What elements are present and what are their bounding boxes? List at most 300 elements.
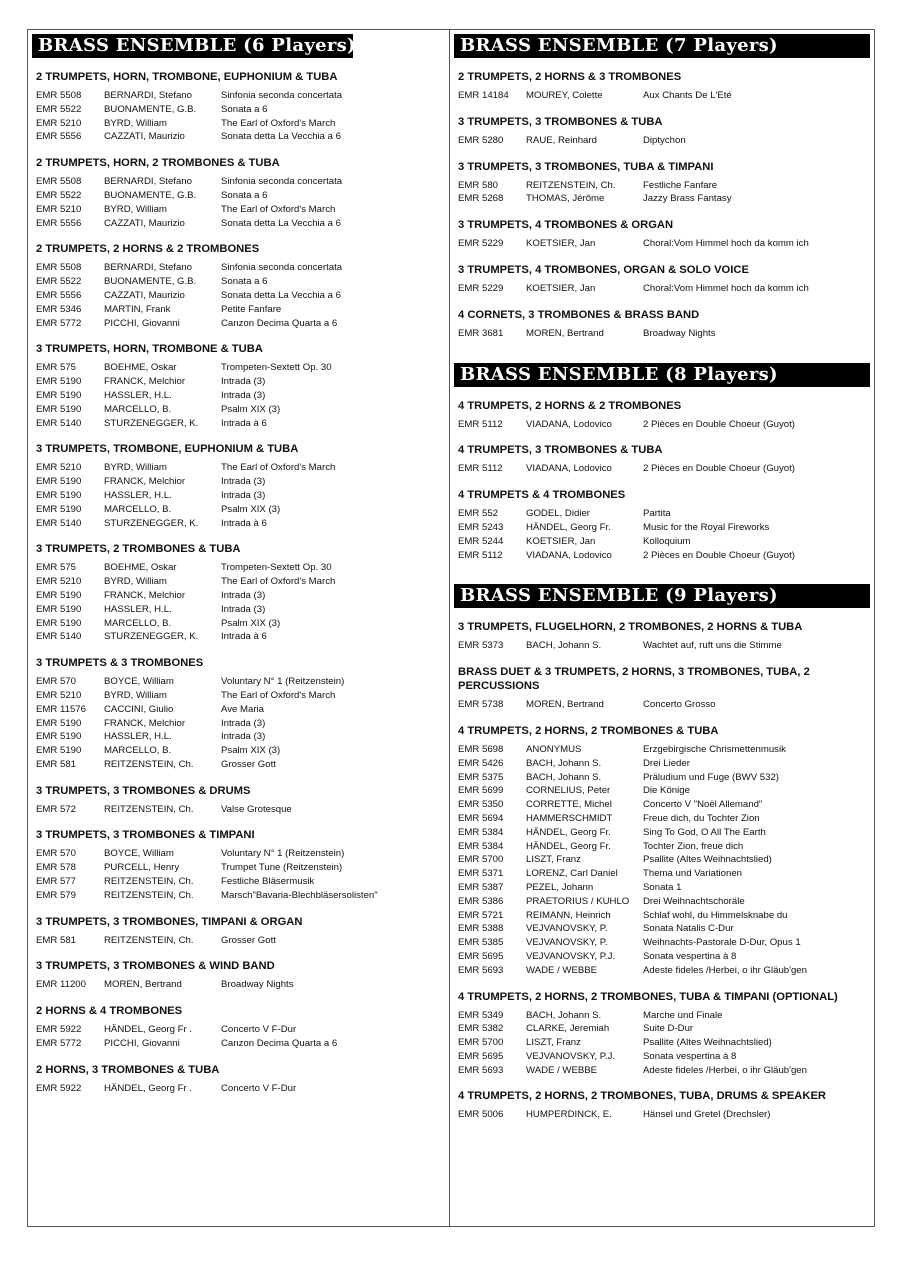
catalog-entry [36, 744, 443, 758]
work-title: Sinfonia seconda concertata [221, 176, 343, 188]
catalog-entry [458, 757, 868, 771]
catalog-number: EMR 5700 [458, 854, 504, 866]
group-heading: 3 TRUMPETS, HORN, TROMBONE & TUBA [36, 343, 263, 356]
composer: BYRD, William [104, 689, 167, 701]
catalog-number: EMR 5508 [36, 90, 82, 101]
catalog-entry [458, 192, 868, 206]
catalog-number: EMR 5190 [36, 617, 82, 629]
catalog-number: EMR 5384 [458, 826, 504, 838]
catalog-number: EMR 5210 [36, 576, 82, 588]
catalog-number: EMR 5210 [36, 203, 82, 215]
section-brass-ensemble-9-players [450, 584, 874, 1122]
composer: CAZZATI, Maurizio [104, 289, 185, 301]
work-title: Valse Grotesque [221, 803, 292, 815]
catalog-entry [36, 803, 443, 817]
composer: CAZZATI, Maurizio [104, 217, 185, 229]
work-title: Intrada (3) [221, 603, 266, 615]
work-title: Canzon Decima Quarta a 6 [221, 1038, 338, 1050]
instrumentation-group [36, 828, 443, 902]
catalog-entry [458, 521, 868, 535]
catalog-entry [36, 289, 443, 303]
catalog-number: EMR 5699 [458, 785, 504, 797]
instrumentation-group [36, 342, 443, 430]
composer: BUONAMENTE, G.B. [104, 189, 197, 201]
work-title: The Earl of Oxford's March [221, 576, 336, 588]
catalog-entry [458, 771, 868, 785]
work-title: Psalm XIX (3) [221, 503, 281, 515]
work-title: Intrada (3) [221, 731, 266, 743]
composer: MOREN, Bertrand [526, 327, 604, 339]
catalog-number: EMR 5695 [458, 950, 504, 962]
catalog-page [27, 29, 875, 1227]
work-title: Choral:Vom Himmel hoch da komm ich [643, 238, 809, 250]
catalog-number: EMR 5772 [36, 1038, 82, 1050]
catalog-entry [36, 978, 443, 992]
instrumentation-group [458, 263, 868, 296]
catalog-number: EMR 14184 [458, 90, 509, 101]
catalog-entry [458, 418, 868, 432]
catalog-number: EMR 5190 [36, 376, 82, 388]
catalog-entry [36, 103, 443, 117]
catalog-entry [36, 317, 443, 331]
group-heading: 4 TRUMPETS & 4 TROMBONES [458, 489, 626, 502]
catalog-number: EMR 572 [36, 803, 76, 815]
work-title: Intrada (3) [221, 717, 266, 729]
catalog-entry [458, 698, 868, 712]
instrumentation-group [458, 990, 868, 1078]
work-title: Thema und Variationen [643, 868, 743, 880]
catalog-entry [36, 730, 443, 744]
composer: STURZENEGGER, K. [104, 417, 199, 429]
composer: BACH, Johann S. [526, 640, 602, 652]
instrumentation-group [36, 784, 443, 817]
group-heading: 2 HORNS & 4 TROMBONES [36, 1005, 183, 1018]
composer: MARCELLO, B. [104, 403, 172, 415]
work-title: Drei Lieder [643, 757, 690, 769]
catalog-number: EMR 5382 [458, 1023, 504, 1035]
work-title: Jazzy Brass Fantasy [643, 193, 732, 205]
catalog-entry [458, 784, 868, 798]
catalog-number: EMR 5373 [458, 640, 504, 652]
catalog-number: EMR 5140 [36, 417, 82, 429]
work-title: Marche und Finale [643, 1009, 723, 1021]
composer: MARTIN, Frank [104, 303, 171, 315]
catalog-number: EMR 5190 [36, 489, 82, 501]
composer: KOETSIER, Jan [526, 238, 596, 250]
composer: BERNARDI, Stefano [104, 90, 192, 101]
work-title: Voluntary N° 1 (Reitzenstein) [221, 848, 345, 860]
catalog-entry [36, 89, 443, 103]
composer: LISZT, Franz [526, 1037, 581, 1049]
composer: BOEHME, Oskar [104, 362, 177, 374]
group-heading: 3 TRUMPETS, 3 TROMBONES & TIMPANI [36, 829, 255, 842]
catalog-entry [458, 535, 868, 549]
composer: HAMMERSCHMIDT [526, 812, 613, 824]
work-title: Präludium und Fuge (BWV 532) [643, 771, 779, 783]
work-title: Psalm XIX (3) [221, 745, 281, 757]
composer: THOMAS, Jérôme [526, 193, 605, 205]
catalog-entry [458, 881, 868, 895]
composer: VIADANA, Lodovico [526, 463, 612, 475]
composer: BYRD, William [104, 462, 167, 474]
composer: FRANCK, Melchior [104, 589, 186, 601]
catalog-entry [458, 1050, 868, 1064]
composer: CORRETTE, Michel [526, 799, 612, 811]
catalog-number: EMR 5210 [36, 117, 82, 129]
catalog-number: EMR 5693 [458, 1064, 504, 1076]
work-title: Kolloquium [643, 535, 691, 547]
instrumentation-group [36, 1063, 443, 1096]
catalog-entry [36, 475, 443, 489]
catalog-entry [36, 758, 443, 772]
catalog-entry [458, 327, 868, 341]
composer: FRANCK, Melchior [104, 717, 186, 729]
work-title: Psallite (Altes Weihnachtslied) [643, 1037, 772, 1049]
composer: STURZENEGGER, K. [104, 631, 199, 643]
instrumentation-group [458, 308, 868, 341]
catalog-entry [36, 1082, 443, 1096]
instrumentation-group [458, 443, 868, 476]
work-title: Grosser Gott [221, 758, 276, 770]
work-title: Psalm XIX (3) [221, 617, 281, 629]
catalog-number: EMR 552 [458, 508, 498, 520]
catalog-entry [36, 417, 443, 431]
work-title: Psallite (Altes Weihnachtslied) [643, 854, 772, 866]
catalog-entry [36, 875, 443, 889]
composer: WADE / WEBBE [526, 1064, 598, 1076]
catalog-number: EMR 5190 [36, 403, 82, 415]
composer: KOETSIER, Jan [526, 535, 596, 547]
catalog-number: EMR 5922 [36, 1082, 82, 1094]
group-heading: 3 TRUMPETS, 3 TROMBONES, TUBA & TIMPANI [458, 160, 714, 173]
work-title: Hänsel und Gretel (Drechsler) [643, 1109, 771, 1121]
catalog-number: EMR 5556 [36, 217, 82, 229]
composer: HÄNDEL, Georg Fr . [104, 1024, 192, 1036]
composer: KOETSIER, Jan [526, 282, 596, 294]
work-title: Intrada (3) [221, 589, 266, 601]
catalog-number: EMR 578 [36, 862, 76, 874]
catalog-entry [458, 282, 868, 296]
work-title: Sinfonia seconda concertata [221, 262, 343, 274]
work-title: Sonata a 6 [221, 103, 268, 115]
work-title: Festliche Bläsermusik [221, 876, 315, 888]
composer: BACH, Johann S. [526, 757, 602, 769]
catalog-entry [458, 1064, 868, 1078]
composer: MARCELLO, B. [104, 617, 172, 629]
composer: BERNARDI, Stefano [104, 262, 192, 274]
composer: HASSLER, H.L. [104, 731, 172, 743]
group-heading: 4 TRUMPETS, 2 HORNS & 2 TROMBONES [458, 399, 682, 412]
catalog-entry [458, 1022, 868, 1036]
composer: HASSLER, H.L. [104, 389, 172, 401]
composer: BOYCE, William [104, 676, 174, 688]
catalog-entry [458, 237, 868, 251]
composer: RAUE, Reinhard [526, 134, 597, 146]
composer: HASSLER, H.L. [104, 489, 172, 501]
catalog-entry [458, 462, 868, 476]
composer: ANONYMUS [526, 743, 582, 755]
section-brass-ensemble-6-players [28, 34, 449, 1096]
work-title: Sonata vespertina à 8 [643, 950, 737, 962]
catalog-entry [458, 179, 868, 193]
catalog-entry [458, 549, 868, 563]
catalog-number: EMR 581 [36, 758, 76, 770]
composer: REITZENSTEIN, Ch. [104, 934, 194, 946]
catalog-entry [36, 130, 443, 144]
composer: FRANCK, Melchior [104, 476, 186, 488]
work-title: Intrada (3) [221, 389, 266, 401]
instrumentation-group [36, 656, 443, 772]
work-title: Freue dich, du Tochter Zion [643, 812, 760, 824]
work-title: The Earl of Oxford's March [221, 462, 336, 474]
catalog-entry [36, 503, 443, 517]
group-heading: 4 TRUMPETS, 2 HORNS, 2 TROMBONES, TUBA & TIMPANI (OPTIONAL) [458, 990, 838, 1003]
catalog-entry [458, 1036, 868, 1050]
work-title: Trumpet Tune (Reitzenstein) [221, 862, 343, 874]
work-title: Festliche Fanfare [643, 179, 718, 191]
instrumentation-group [458, 620, 868, 653]
work-title: Concerto V F-Dur [221, 1024, 297, 1036]
section-brass-ensemble-7-players [450, 34, 874, 341]
composer: CLARKE, Jeremiah [526, 1023, 610, 1035]
group-heading: 3 TRUMPETS & 3 TROMBONES [36, 657, 204, 670]
catalog-number: EMR 5386 [458, 895, 504, 907]
work-title: Canzon Decima Quarta a 6 [221, 317, 338, 329]
composer: PRAETORIUS / KUHLO [526, 895, 630, 907]
catalog-number: EMR 5694 [458, 812, 504, 824]
work-title: Choral:Vom Himmel hoch da komm ich [643, 282, 809, 294]
composer: PICCHI, Giovanni [104, 317, 180, 329]
composer: HÄNDEL, Georg Fr . [104, 1082, 192, 1094]
composer: VEJVANOVSKY, P.J. [526, 1050, 616, 1062]
work-title: Adeste fideles /Herbei, o ihr Gläub'gen [643, 964, 807, 976]
catalog-entry [36, 934, 443, 948]
instrumentation-group [458, 488, 868, 562]
catalog-entry [36, 189, 443, 203]
catalog-entry [36, 617, 443, 631]
catalog-number: EMR 5508 [36, 176, 82, 188]
group-heading: 3 TRUMPETS, 3 TROMBONES & TUBA [458, 115, 663, 128]
composer: PEZEL, Johann [526, 881, 594, 893]
catalog-number: EMR 577 [36, 876, 76, 888]
catalog-number: EMR 580 [458, 179, 498, 191]
catalog-entry [36, 630, 443, 644]
work-title: Aux Chants De L'Eté [643, 90, 732, 101]
instrumentation-group [458, 665, 868, 712]
work-title: Erzgebirgische Chrismettenmusik [643, 743, 786, 755]
work-title: Intrada (3) [221, 376, 266, 388]
catalog-entry [36, 375, 443, 389]
composer: LORENZ, Carl Daniel [526, 868, 618, 880]
catalog-number: EMR 5522 [36, 189, 82, 201]
group-heading: 3 TRUMPETS, TROMBONE, EUPHONIUM & TUBA [36, 443, 299, 456]
catalog-entry [458, 507, 868, 521]
group-heading: 3 TRUMPETS, 3 TROMBONES, TIMPANI & ORGAN [36, 915, 303, 928]
catalog-number: EMR 575 [36, 562, 76, 574]
work-title: Psalm XIX (3) [221, 403, 281, 415]
catalog-entry [458, 867, 868, 881]
work-title: Music for the Royal Fireworks [643, 521, 770, 533]
catalog-number: EMR 5268 [458, 193, 504, 205]
catalog-number: EMR 5387 [458, 881, 504, 893]
composer: REIMANN, Heinrich [526, 909, 611, 921]
group-heading: 4 CORNETS, 3 TROMBONES & BRASS BAND [458, 308, 700, 321]
composer: HÄNDEL, Georg Fr. [526, 826, 611, 838]
work-title: Die Könige [643, 785, 690, 797]
catalog-entry [36, 461, 443, 475]
work-title: Partita [643, 508, 671, 520]
composer: REITZENSTEIN, Ch. [526, 179, 616, 191]
instrumentation-group [458, 399, 868, 432]
catalog-entry [36, 703, 443, 717]
work-title: Sonata a 6 [221, 276, 268, 288]
catalog-number: EMR 5349 [458, 1009, 504, 1021]
catalog-number: EMR 5346 [36, 303, 82, 315]
catalog-entry [458, 936, 868, 950]
catalog-entry [458, 639, 868, 653]
composer: REITZENSTEIN, Ch. [104, 889, 194, 901]
catalog-entry [36, 861, 443, 875]
instrumentation-group [458, 115, 868, 148]
section-banner: BRASS ENSEMBLE (8 Players) [454, 363, 870, 387]
catalog-number: EMR 5698 [458, 743, 504, 755]
catalog-number: EMR 5695 [458, 1050, 504, 1062]
composer: REITZENSTEIN, Ch. [104, 876, 194, 888]
work-title: Sinfonia seconda concertata [221, 90, 343, 101]
catalog-entry [36, 689, 443, 703]
work-title: Sonata vespertina à 8 [643, 1050, 737, 1062]
work-title: Sonata detta La Vecchia a 6 [221, 131, 342, 143]
composer: BYRD, William [104, 203, 167, 215]
catalog-entry [36, 361, 443, 375]
instrumentation-group [36, 959, 443, 992]
composer: STURZENEGGER, K. [104, 517, 199, 529]
instrumentation-group [458, 70, 868, 103]
composer: FRANCK, Melchior [104, 376, 186, 388]
work-title: Trompeten-Sextett Op. 30 [221, 362, 332, 374]
work-title: Tochter Zion, freue dich [643, 840, 744, 852]
work-title: Sing To God, O All The Earth [643, 826, 766, 838]
work-title: Intrada à 6 [221, 517, 267, 529]
catalog-number: EMR 5772 [36, 317, 82, 329]
catalog-number: EMR 5190 [36, 503, 82, 515]
composer: MARCELLO, B. [104, 745, 172, 757]
composer: BUONAMENTE, G.B. [104, 276, 197, 288]
group-heading: 3 TRUMPETS, 2 TROMBONES & TUBA [36, 543, 241, 556]
catalog-entry [36, 489, 443, 503]
catalog-number: EMR 11576 [36, 703, 86, 715]
catalog-entry [36, 889, 443, 903]
group-heading: 2 TRUMPETS, 2 HORNS & 3 TROMBONES [458, 71, 682, 83]
catalog-number: EMR 5522 [36, 276, 82, 288]
catalog-number: EMR 5140 [36, 631, 82, 643]
work-title: Sonata Natalis C-Dur [643, 923, 734, 935]
group-heading: 3 TRUMPETS, 4 TROMBONES, ORGAN & SOLO VOICE [458, 263, 749, 276]
work-title: Schlaf wohl, du Himmelsknabe du [643, 909, 788, 921]
section-brass-ensemble-8-players [450, 363, 874, 563]
catalog-number: EMR 581 [36, 934, 76, 946]
catalog-entry [36, 589, 443, 603]
catalog-entry [458, 895, 868, 909]
work-title: Marsch"Bavaria-Blechbläsersolisten" [221, 889, 378, 901]
catalog-number: EMR 5190 [36, 476, 82, 488]
instrumentation-group [36, 1004, 443, 1051]
instrumentation-group [36, 242, 443, 330]
catalog-number: EMR 5112 [458, 549, 503, 561]
work-title: Concerto V F-Dur [221, 1082, 297, 1094]
catalog-entry [458, 853, 868, 867]
catalog-entry [36, 403, 443, 417]
catalog-entry [36, 575, 443, 589]
catalog-entry [458, 950, 868, 964]
group-heading: 2 TRUMPETS, HORN, TROMBONE, EUPHONIUM & TUBA [36, 71, 338, 83]
instrumentation-group [458, 160, 868, 207]
composer: PURCELL, Henry [104, 862, 180, 874]
catalog-entry [458, 826, 868, 840]
work-title: Weihnachts-Pastorale D-Dur, Opus 1 [643, 937, 801, 949]
catalog-entry [458, 743, 868, 757]
work-title: The Earl of Oxford's March [221, 689, 336, 701]
section-banner: BRASS ENSEMBLE (7 Players) [454, 34, 870, 58]
composer: BACH, Johann S. [526, 1009, 602, 1021]
work-title: 2 Pièces en Double Choeur (Guyot) [643, 549, 795, 561]
catalog-number: EMR 5190 [36, 603, 82, 615]
catalog-number: EMR 5922 [36, 1024, 82, 1036]
work-title: Adeste fideles /Herbei, o ihr Gläub'gen [643, 1064, 807, 1076]
group-heading: 4 TRUMPETS, 3 TROMBONES & TUBA [458, 444, 663, 457]
catalog-entry [458, 798, 868, 812]
catalog-entry [36, 203, 443, 217]
catalog-number: EMR 11200 [36, 979, 86, 991]
catalog-number: EMR 3681 [458, 327, 504, 339]
composer: CACCINI, Giulio [104, 703, 174, 715]
composer: VEJVANOVSKY, P.J. [526, 950, 616, 962]
group-heading: 3 TRUMPETS, 3 TROMBONES & WIND BAND [36, 960, 275, 973]
catalog-number: EMR 5243 [458, 521, 504, 533]
work-title: Broadway Nights [221, 979, 294, 991]
catalog-number: EMR 5522 [36, 103, 82, 115]
catalog-number: EMR 5508 [36, 262, 82, 274]
instrumentation-group [36, 156, 443, 230]
work-title: Sonata 1 [643, 881, 682, 893]
work-title: Sonata a 6 [221, 189, 268, 201]
composer: CAZZATI, Maurizio [104, 131, 185, 143]
instrumentation-group [36, 542, 443, 644]
catalog-number: EMR 5375 [458, 771, 504, 783]
composer: PICCHI, Giovanni [104, 1038, 180, 1050]
catalog-number: EMR 5190 [36, 731, 82, 743]
catalog-entry [458, 964, 868, 978]
catalog-entry [458, 1009, 868, 1023]
group-heading: 2 TRUMPETS, HORN, 2 TROMBONES & TUBA [36, 157, 280, 170]
composer: BOEHME, Oskar [104, 562, 177, 574]
catalog-entry [36, 717, 443, 731]
instrumentation-group [36, 915, 443, 948]
catalog-number: EMR 5190 [36, 745, 82, 757]
catalog-entry [458, 134, 868, 148]
work-title: Drei Weihnachtschoräle [643, 895, 745, 907]
composer: MARCELLO, B. [104, 503, 172, 515]
composer: VEJVANOVSKY, P. [526, 937, 608, 949]
composer: BYRD, William [104, 117, 167, 129]
group-heading: 4 TRUMPETS, 2 HORNS, 2 TROMBONES & TUBA [458, 724, 719, 737]
instrumentation-group [458, 218, 868, 251]
composer: MOUREY, Colette [526, 90, 603, 101]
catalog-number: EMR 5280 [458, 134, 504, 146]
group-heading: 3 TRUMPETS, FLUGELHORN, 2 TROMBONES, 2 HORNS & TUBA [458, 621, 803, 634]
catalog-entry [36, 117, 443, 131]
work-title: Sonata detta La Vecchia a 6 [221, 217, 342, 229]
